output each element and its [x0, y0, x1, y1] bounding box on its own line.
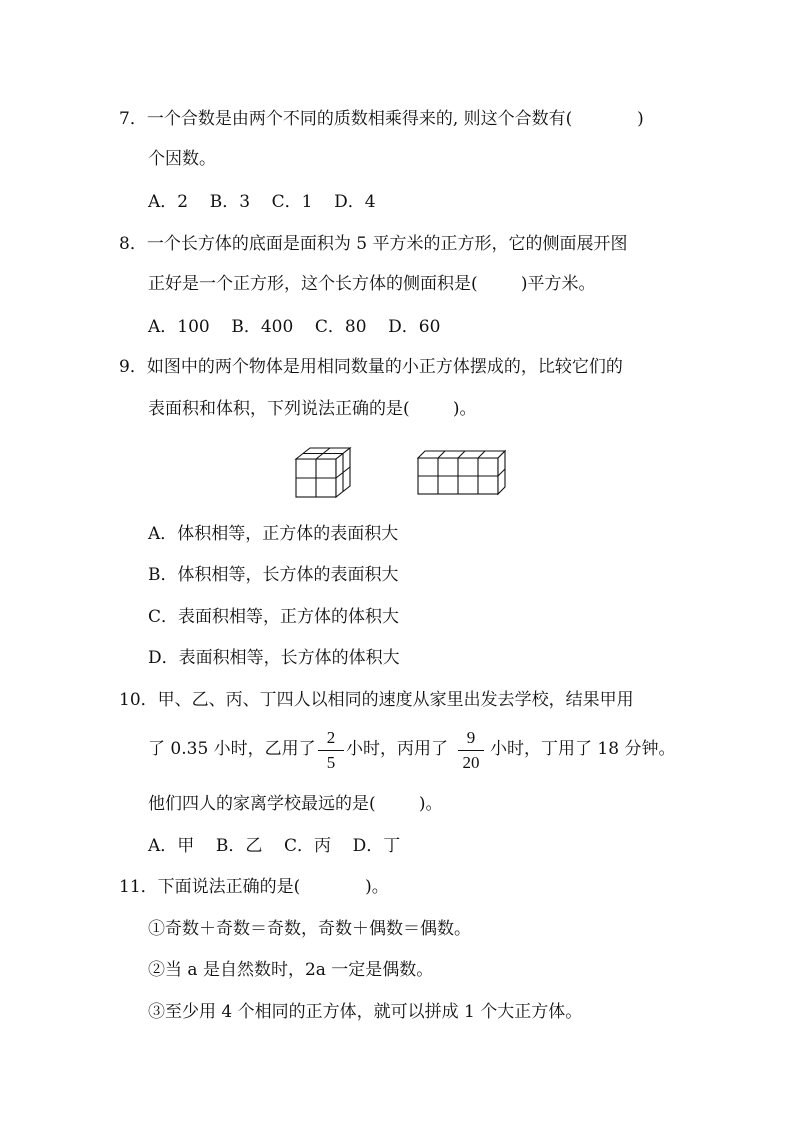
fraction-denominator: 20	[462, 753, 480, 772]
q10-stem-line3: 他们四人的家离学校最远的是( )。	[148, 794, 443, 814]
q9-stem-line1: 9．如图中的两个物体是用相同数量的小正方体摆成的，比较它们的	[119, 357, 623, 377]
q9-stem-line2: 表面积和体积，下列说法正确的是( )。	[148, 399, 477, 419]
q10-stem-line2-b: 小时，丙用了	[346, 739, 448, 759]
q11-statement-1: ①奇数＋奇数＝奇数，奇数＋偶数＝偶数。	[148, 919, 471, 939]
fraction-bar	[458, 750, 484, 751]
fraction-nine-twentieths	[458, 728, 484, 773]
q10-options: A．甲 B．乙 C．丙 D．丁	[148, 836, 401, 856]
q7-options: A．2 B．3 C．1 D．4	[148, 192, 376, 212]
q9-option-d: D．表面积相等，长方体的体积大	[148, 648, 400, 668]
q9-option-c: C．表面积相等，正方体的体积大	[148, 607, 400, 627]
q9-option-b: B．体积相等，长方体的表面积大	[148, 565, 399, 585]
fraction-bar	[318, 750, 344, 751]
fraction-denominator: 5	[326, 753, 336, 772]
q8-stem-line2: 正好是一个正方形，这个长方体的侧面积是( )平方米。	[148, 274, 596, 294]
q7-stem-line2: 个因数。	[148, 149, 216, 169]
q10-stem-line2-c: 小时，丁用了 18 分钟。	[490, 739, 676, 759]
q11-statement-3: ③至少用 4 个相同的正方体，就可以拼成 1 个大正方体。	[148, 1002, 583, 1022]
q9-option-a: A．体积相等，正方体的表面积大	[148, 524, 399, 544]
q7-stem-line1: 7．一个合数是由两个不同的质数相乘得来的, 则这个合数有( )	[119, 109, 644, 129]
q11-stem: 11．下面说法正确的是( )。	[119, 877, 389, 897]
q11-statement-2: ②当 a 是自然数时，2a 一定是偶数。	[148, 960, 434, 980]
q10-stem-line2-a: 了 0.35 小时，乙用了	[148, 739, 316, 759]
fraction-two-fifths	[318, 728, 344, 773]
cube-figure	[294, 445, 356, 499]
q8-stem-line1: 8．一个长方体的底面是面积为 5 平方米的正方形，它的侧面展开图	[119, 234, 628, 254]
fraction-numerator: 2	[326, 728, 336, 747]
fraction-numerator: 9	[466, 728, 476, 747]
q10-stem-line1: 10．甲、乙、丙、丁四人以相同的速度从家里出发去学校，结果甲用	[119, 690, 634, 710]
cuboid-figure	[416, 449, 506, 497]
q8-options: A．100 B．400 C．80 D．60	[148, 317, 441, 337]
